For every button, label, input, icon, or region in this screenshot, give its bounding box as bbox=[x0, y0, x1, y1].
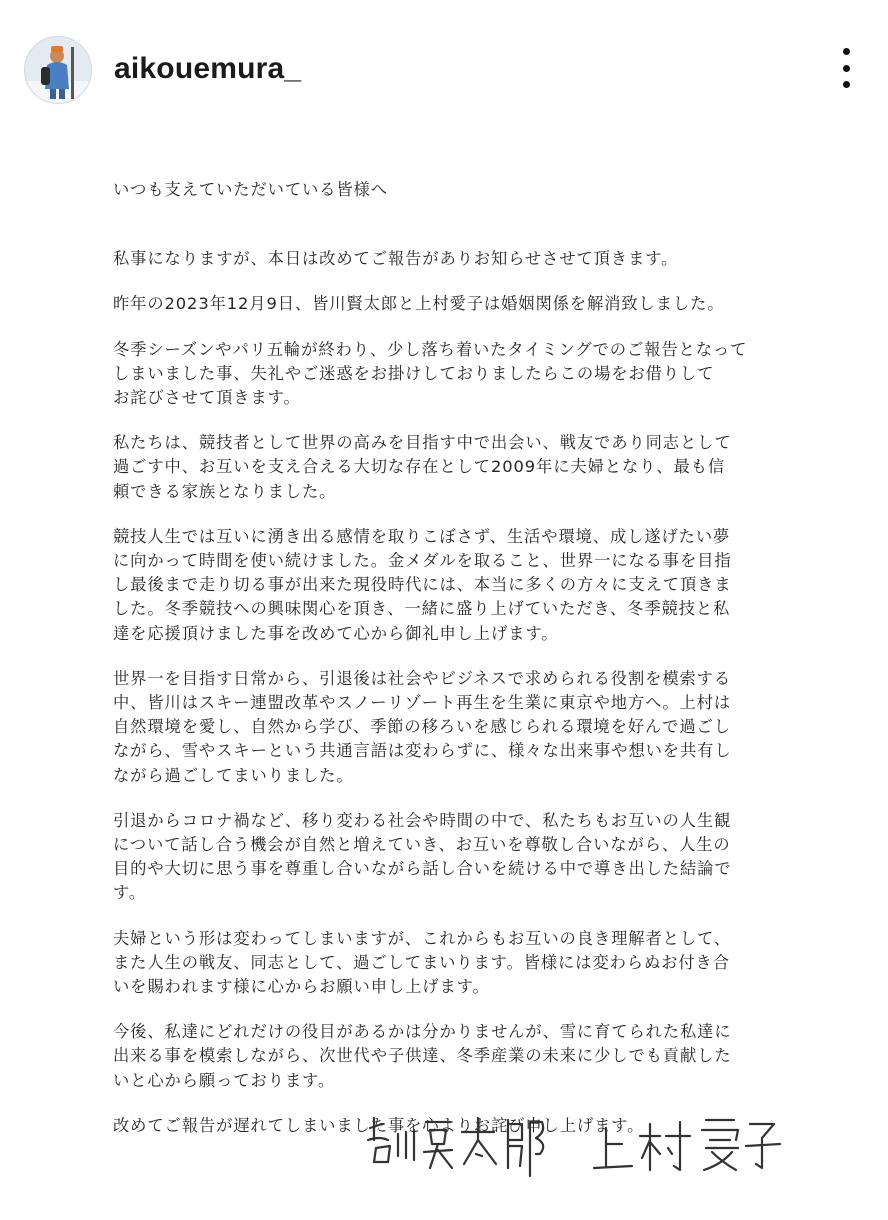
letter-paragraph: 引退からコロナ禍など、移り変わる社会や時間の中で、私たちもお互いの人生観 について話し合う機会が自然と増えていき、お互いを尊敬し合いながら、人生の 目的や大切に思う事を尊重し合いながら話し合いを続ける中で導き出した結論で す。 bbox=[113, 810, 732, 903]
letter-paragraph: 私事になりますが、本日は改めてご報告がありお知らせさせて頂きます。 bbox=[113, 249, 679, 269]
letter-paragraph: 冬季シーズンやパリ五輪が終わり、少し落ち着いたタイミングでのご報告となって しまいました事、失礼やご迷惑をお掛けしておりましたらこの場をお借りして お詫びさせて頂きます。 bbox=[113, 339, 748, 408]
username[interactable]: aikouemura_ bbox=[114, 52, 302, 85]
letter-paragraph: 競技人生では互いに湧き出る感情を取りこぼさず、生活や環境、成し遂げたい夢 に向かって時間を使い続けました。金メダルを取ること、世界一になる事を目指 し最後まで走り切る事が出来た現役時代には、本当に多くの方々に支えて頂きま した。冬季競技への興味関心を頂き、一緒に盛り上げていただき、冬季競技と私 達を応援頂けました事を改めて心から御礼申し上げます。 bbox=[113, 526, 732, 643]
avatar[interactable] bbox=[24, 36, 92, 104]
letter-paragraph: 私たちは、競技者として世界の高みを目指す中で出会い、戦友であり同志として 過ごす中、お互いを支え合える大切な存在として2009年に夫婦となり、最も信 頼できる家族となりました。 bbox=[113, 433, 732, 501]
letter-paragraph: 今後、私達にどれだけの役目があるかは分かりませんが、雪に育てられた私達に 出来る事を模索しながら、次世代や子供達、冬季産業の未来に少しでも貢献した いと心から願っております。 bbox=[113, 1022, 732, 1090]
more-options-icon[interactable] bbox=[834, 48, 858, 88]
letter-greeting: いつも支えていただいている皆様へ bbox=[113, 180, 388, 199]
letter-paragraph: 夫婦という形は変わってしまいますが、これからもお互いの良き理解者として、 また人生の戦友、同志として、過ごしてまいります。皆様には変わらぬお付き合 いを賜われます様に心からお願い申し上げます。 bbox=[113, 928, 732, 997]
letter-paragraph: 世界一を目指す日常から、引退後は社会やビジネスで求められる役割を模索する 中、皆川はスキー連盟改革やスノーリゾート再生を生業に東京や地方へ。上村は 自然環境を愛し、自然から学び、季節の移ろいを感じられる環境を好んで過ごし ながら、雪やスキーという共通言語は変わらずに、様々な出来事や想いを共有し ながら過ごしてまいりました。 bbox=[113, 668, 732, 785]
profile-photo-icon bbox=[25, 37, 91, 103]
post-header bbox=[0, 0, 888, 140]
dot bbox=[843, 65, 850, 72]
announcement-letter bbox=[113, 178, 793, 1159]
handwritten-signatures bbox=[360, 1110, 790, 1190]
letter-paragraph: 昨年の2023年12月9日、皆川賢太郎と上村愛子は婚姻関係を解消致しました。 bbox=[113, 294, 725, 314]
signature-icon bbox=[360, 1110, 790, 1190]
dot bbox=[843, 81, 850, 88]
letter-paragraph: 改めてご報告が遅れてしまいました事を心よりお詫び申し上げます。 bbox=[113, 1115, 645, 1135]
dot bbox=[843, 48, 850, 55]
